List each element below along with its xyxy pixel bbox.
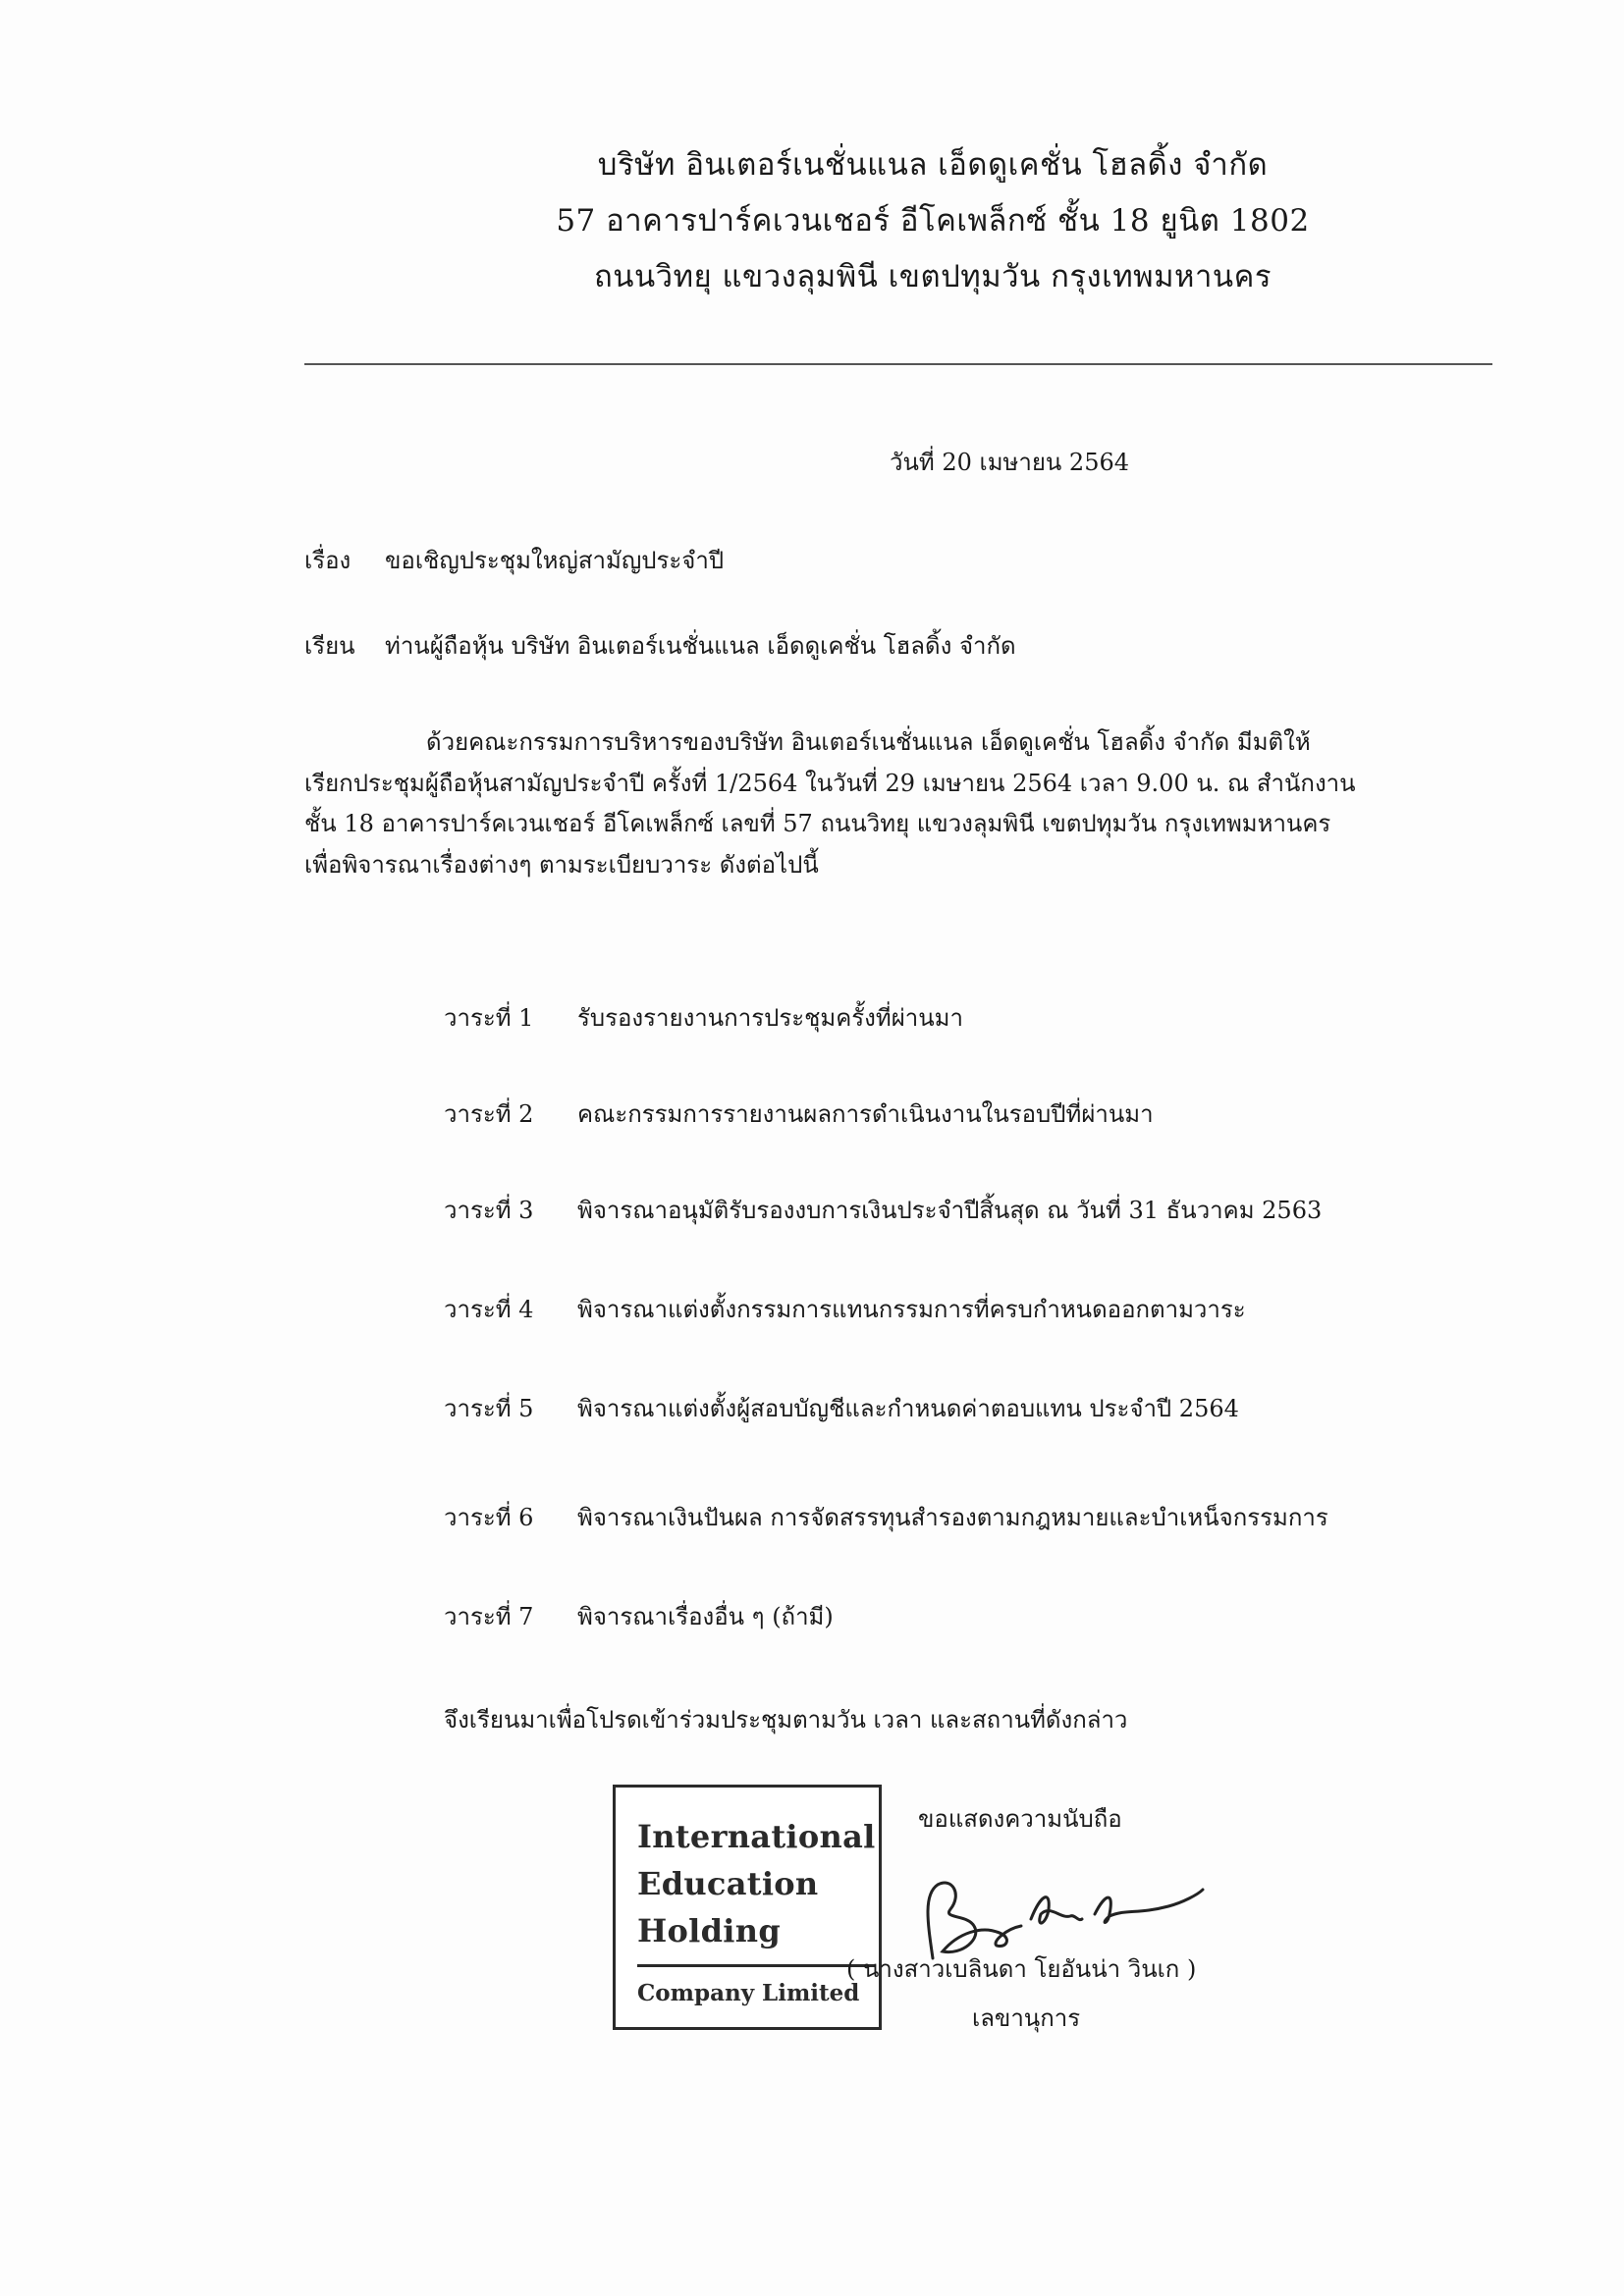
subject-line: [304, 546, 724, 575]
agenda-text: คณะกรรมการรายงานผลการดำเนินงานในรอบปีที่ผ่านมา: [577, 1100, 1154, 1128]
letterhead: [295, 137, 1571, 305]
signatory-name: ( นางสาวเบลินดา โยอันน่า วินเก ): [846, 1955, 1197, 1983]
agenda-number: วาระที่ 7: [444, 1603, 534, 1630]
agenda-item: [444, 1602, 834, 1631]
agenda-number: วาระที่ 3: [444, 1197, 534, 1224]
company-name: บริษัท อินเตอร์เนชั่นแนล เอ็ดดูเคชั่น โฮลดิ้ง จำกัด: [597, 147, 1269, 183]
agenda-item: [444, 1099, 1154, 1129]
agenda-number: วาระที่ 6: [444, 1504, 534, 1531]
recipient-label: เรียน: [304, 632, 355, 660]
company-address-line1: 57 อาคารปาร์คเวนเชอร์ อีโคเพล็กซ์ ชั้น 18 ยูนิต 1802: [556, 203, 1310, 239]
body-paragraph: [304, 722, 1453, 885]
agenda-number: วาระที่ 1: [444, 1004, 534, 1032]
agenda-text: รับรองรายงานการประชุมครั้งที่ผ่านมา: [577, 1004, 963, 1032]
paragraph-line: ชั้น 18 อาคารปาร์คเวนเชอร์ อีโคเพล็กซ์ เลขที่ 57 ถนนวิทยุ แขวงลุมพินี เขตปทุมวัน กรุงเทพมหานคร: [304, 810, 1331, 837]
stamp-line: Education: [637, 1865, 819, 1902]
subject-text: ขอเชิญประชุมใหญ่สามัญประจำปี: [385, 547, 725, 574]
agenda-text: พิจารณาแต่งตั้งผู้สอบบัญชีและกำหนดค่าตอบแทน ประจำปี 2564: [577, 1395, 1239, 1422]
stamp-line: Holding: [637, 1912, 782, 1949]
subject-label: เรื่อง: [304, 547, 352, 574]
agenda-item: [444, 1394, 1239, 1423]
agenda-text: พิจารณาเงินปันผล การจัดสรรทุนสำรองตามกฎหมายและบำเหน็จกรรมการ: [577, 1504, 1328, 1531]
header-divider: [304, 363, 1492, 365]
recipient-line: [304, 631, 1016, 661]
paragraph-line: เรียกประชุมผู้ถือหุ้นสามัญประจำปี ครั้งที่ 1/2564 ในวันที่ 29 เมษายน 2564 เวลา 9.00 น. ณ สำนักงาน: [304, 769, 1356, 797]
agenda-text: พิจารณาแต่งตั้งกรรมการแทนกรรมการที่ครบกำหนดออกตามวาระ: [577, 1296, 1246, 1323]
stamp-line: International: [637, 1818, 876, 1855]
agenda-number: วาระที่ 4: [444, 1296, 534, 1323]
company-stamp: [613, 1785, 882, 2030]
paragraph-line: ด้วยคณะกรรมการบริหารของบริษัท อินเตอร์เนชั่นแนล เอ็ดดูเคชั่น โฮลดิ้ง จำกัด มีมติให้: [426, 728, 1311, 756]
agenda-text: พิจารณาเรื่องอื่น ๆ (ถ้ามี): [577, 1603, 834, 1630]
letter-date: วันที่ 20 เมษายน 2564: [890, 449, 1129, 476]
agenda-item: [444, 1503, 1328, 1532]
paragraph-line: เพื่อพิจารณาเรื่องต่างๆ ตามระเบียบวาระ ดังต่อไปนี้: [304, 850, 819, 879]
recipient-text: ท่านผู้ถือหุ้น บริษัท อินเตอร์เนชั่นแนล เอ็ดดูเคชั่น โฮลดิ้ง จำกัด: [385, 632, 1016, 660]
signatory-position: เลขานุการ: [972, 2004, 1081, 2032]
agenda-item: [444, 1196, 1322, 1225]
regards-text: ขอแสดงความนับถือ: [918, 1805, 1122, 1833]
agenda-item: [444, 1295, 1246, 1324]
stamp-line: Company Limited: [637, 1980, 860, 2006]
agenda-item: [444, 1003, 963, 1033]
agenda-text: พิจารณาอนุมัติรับรองงบการเงินประจำปีสิ้นสุด ณ วันที่ 31 ธันวาคม 2563: [577, 1197, 1323, 1224]
company-address-line2: ถนนวิทยุ แขวงลุมพินี เขตปทุมวัน กรุงเทพมหานคร: [594, 259, 1272, 294]
closing-sentence: จึงเรียนมาเพื่อโปรดเข้าร่วมประชุมตามวัน เวลา และสถานที่ดังกล่าว: [444, 1706, 1128, 1734]
stamp-divider: [637, 1964, 875, 1967]
agenda-number: วาระที่ 5: [444, 1395, 534, 1422]
agenda-number: วาระที่ 2: [444, 1100, 534, 1128]
